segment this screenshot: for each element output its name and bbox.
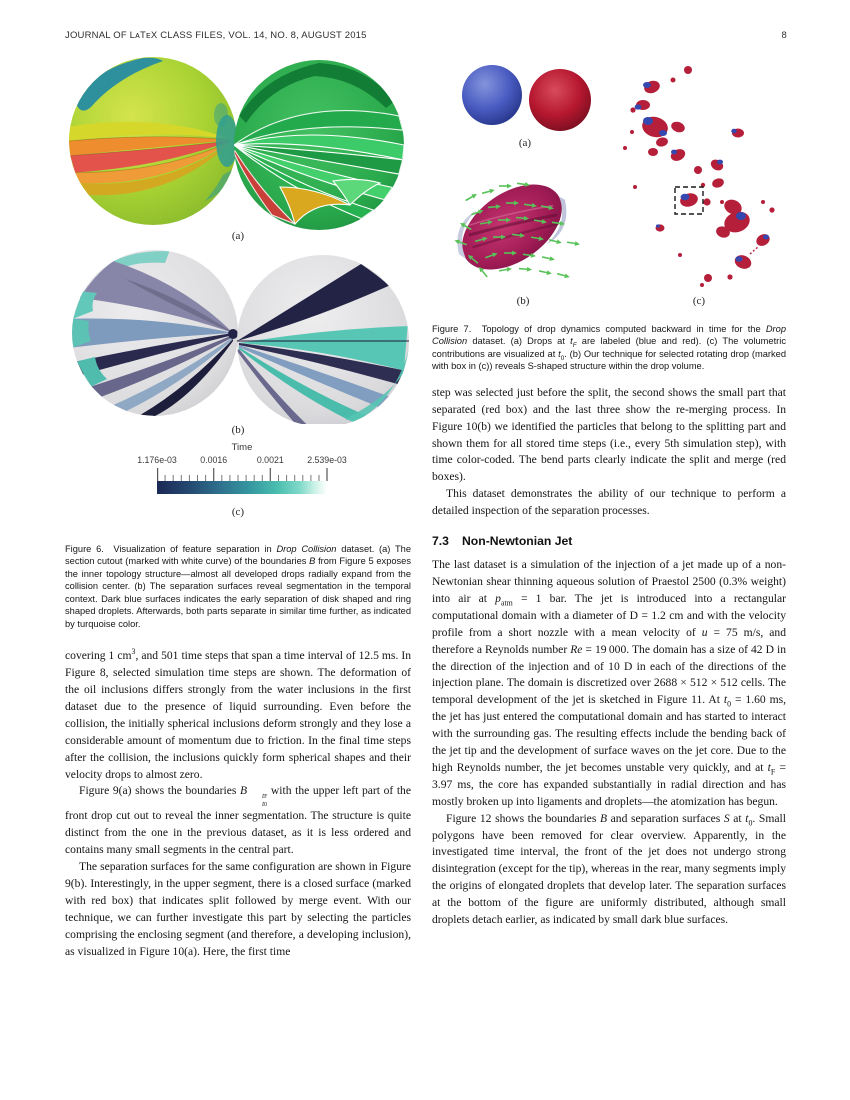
figure7a-drops bbox=[462, 65, 591, 131]
colorbar-title: Time bbox=[231, 442, 253, 453]
section-title: Non-Newtonian Jet bbox=[462, 534, 573, 549]
figure7b-label: (b) bbox=[516, 295, 530, 307]
figure7c-volumetric-blobs bbox=[623, 66, 775, 287]
figure7b-rotating-drop bbox=[444, 165, 580, 289]
section-heading bbox=[432, 534, 786, 548]
figure6a-drop-boundaries-image bbox=[65, 55, 411, 230]
figure6b-label: (b) bbox=[231, 424, 245, 436]
figure6b-separation-surfaces-image bbox=[65, 249, 411, 424]
left-column bbox=[65, 55, 411, 960]
paragraph: This dataset demonstrates the ability of our technique to perform a detailed inspection of the separation processes. bbox=[432, 487, 786, 518]
paragraph: Figure 9(a) shows the boundaries B tF t0 with the upper left part of the front drop cut out to reveal the inner segmentation. The structure is quite distinct from the one in the previous dataset, as it is less ordered and contains many small segments in the central part. bbox=[65, 784, 412, 857]
figure7-caption: Figure 7. Topology of drop dynamics computed backward in time for the Drop Collision dataset. (a) Drops at $t_F$ are labeled (blue and red). (c) The volumetric contributions are visualized at $t_0$. (b) Our technique for selected rotating drop (marked with box in (c)) reveals S-shaped structure within the drop volume. bbox=[432, 324, 787, 372]
paragraph: Figure 12 shows the boundaries B and separation surfaces S at $t_0$. Small polygons have been removed for clear overview. Apparently, in the investigated time interval, the front of the jet does not undergo strong disintegration (except for the tip), whereas in the rear, many segments imply the origins of elongated droplets that develop later. The separation surfaces at the bottom of the figure are uniformly distributed, although small droplets detach earlier, as indicated by small dark blue surfaces. bbox=[432, 811, 786, 927]
colorbar-tick-2: 0.0021 bbox=[256, 455, 284, 465]
figure6c-time-colorbar bbox=[65, 442, 411, 506]
right-column bbox=[432, 55, 786, 929]
right-column-text bbox=[432, 385, 786, 929]
page-number: 8 bbox=[781, 30, 787, 41]
colorbar-tick-0: 1.176e-03 bbox=[137, 455, 177, 465]
figure7 bbox=[432, 55, 786, 373]
paragraph: The separation surfaces for the same configuration are shown in Figure 9(b). Interestingly, in the upper segment, there is a closed surface (marked with red box) that indicates split followed by merge event. With our technique, we can further investigate this part by selecting the particles comprising the enclosing segment (and therefore, a developing inclusion), as visualized in Figure 10(a). Here, the first time bbox=[65, 860, 411, 958]
left-column-text bbox=[65, 648, 411, 960]
figure6a-label: (a) bbox=[231, 230, 245, 242]
section-number: 7.3 bbox=[432, 534, 449, 549]
figure7a-label: (a) bbox=[518, 137, 532, 149]
figure6-caption: Figure 6. Visualization of feature separation in Drop Collision dataset. (a) The section cutout (marked with white curve) of the boundaries B from Figure 5 exposes the inner topology structure—almost all developed drops radially expand from the collision center. (b) The separation surfaces reveal segmentation in the temporal context. Dark blue surfaces indicates the early separation of disk shaped and ring shaped droplets. Afterwards, both parts separate in similar time further, as indicated by turquoise color. bbox=[65, 544, 412, 629]
paragraph: step was selected just before the split, the second shows the small part that separated (red box) and the last three show the re-merging process. In Figure 10(b) we identified the particles that belong to the splitting part and shown them for all stored time steps (i.e., every 5th simulation step), with time color-coded. The bend parts clearly indicate the split and merge (red boxes). bbox=[432, 385, 786, 484]
paragraph: covering 1 $cm^3$, and 501 time steps that span a time interval of 12.5 ms. In Figure 8, selected simulation time steps are shown. The deformation of the oil inclusions differs strongly from the water inclusions in the first dataset due to the presence of liquid surrounding. Even before the collision, the initially spherical inclusions deform strongly and they lose a considerable amount of momentum due to friction. In the final time steps after the collision, the inclusions quickly form spherical shapes and their velocity drops to almost zero. bbox=[65, 647, 411, 781]
journal-header-text: JOURNAL OF LᴀTᴇX CLASS FILES, VOL. 14, NO. 8, AUGUST 2015 bbox=[65, 30, 367, 41]
colorbar-tick-marks bbox=[157, 468, 328, 481]
paragraph: The last dataset is a simulation of the injection of a jet made up of a non-Newtonian shear thinning aqueous solution of Praestol 2500 (0.3% weight) into air at $p_{atm} = 1$ bar. The jet is introduced into a rectangular computational domain with a diameter of D = 1.2 cm and with the velocity profile from a short nozzle with a mean velocity of u = 75 m/s, and therefore a Reynolds number Re = 19 000. The domain has a size of 42 D in the direction of the injection and of 10 D in each of the directions of the injection plane. The domain is discretized over 2688 × 512 × 512 cells. The temporal development of the jet is sketched in Figure 11. At $t_0 = 1.60$ ms, the jet has just entered the computational domain and has started to interact with the surrounding gas. The resulting effects include the bending back of the jet tip and the development of surface waves on the jet core. Due to the high Reynolds number, the jet becomes unstable very quickly, and at $t_F = 3.97$ ms, the core has expanded substantially in radial direction and has mostly broken up into ligaments and droplets—the atomization has begun. bbox=[432, 558, 787, 808]
colorbar-tick-1: 0.0016 bbox=[200, 455, 228, 465]
page-header bbox=[65, 30, 787, 41]
figure6 bbox=[65, 55, 411, 630]
colorbar-gradient bbox=[157, 481, 327, 494]
figure7-topology-image bbox=[432, 55, 786, 313]
colorbar-tick-3: 2.539e-03 bbox=[307, 455, 347, 465]
figure7c-label: (c) bbox=[692, 295, 706, 307]
figure6c-label: (c) bbox=[231, 506, 245, 518]
